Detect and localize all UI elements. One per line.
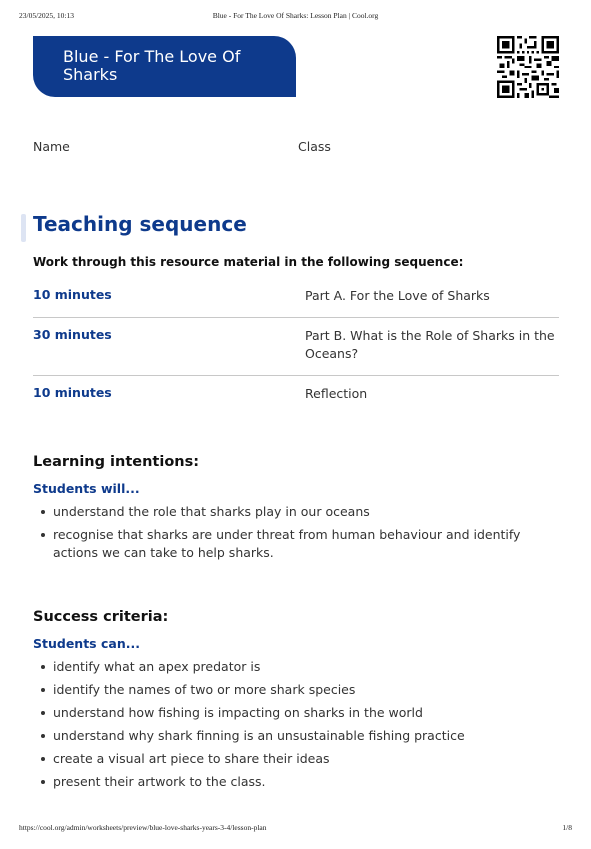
teaching-sequence-heading: Teaching sequence xyxy=(33,212,247,236)
learning-intentions-label: Students will... xyxy=(33,481,140,496)
sequence-duration: 30 minutes xyxy=(33,327,112,342)
print-url: https://cool.org/admin/worksheets/preview/blue-love-sharks-years-3-4/lesson-plan xyxy=(19,823,267,832)
print-footer xyxy=(19,823,572,835)
list-item: understand how fishing is impacting on sharks in the world xyxy=(40,704,555,722)
sequence-duration: 10 minutes xyxy=(33,287,112,302)
sequence-part: Reflection xyxy=(305,386,368,401)
print-header xyxy=(19,11,572,23)
list-item: create a visual art piece to share their ideas xyxy=(40,750,555,768)
sequence-row xyxy=(33,278,559,318)
list-item: identify the names of two or more shark species xyxy=(40,681,555,699)
document-title-banner xyxy=(33,36,296,97)
list-item: identify what an apex predator is xyxy=(40,658,555,676)
page-number: 1/8 xyxy=(562,823,572,832)
print-page-title: Blue - For The Love Of Sharks: Lesson Plan | Cool.org xyxy=(212,11,379,20)
print-date: 23/05/2025, 10:13 xyxy=(19,11,75,20)
sequence-part: Part A. For the Love of Sharks xyxy=(305,288,490,303)
sequence-table xyxy=(33,278,559,415)
name-field-label: Name xyxy=(33,139,70,154)
success-criteria-label: Students can... xyxy=(33,636,140,651)
sequence-part: Part B. What is the Role of Sharks in the Oceans? xyxy=(305,328,555,361)
list-item: understand the role that sharks play in our oceans xyxy=(40,503,555,521)
sequence-duration: 10 minutes xyxy=(33,385,112,400)
teaching-sequence-intro: Work through this resource material in the following sequence: xyxy=(33,255,464,269)
class-field-label: Class xyxy=(298,139,331,154)
success-criteria-list xyxy=(40,658,555,796)
success-criteria-heading: Success criteria: xyxy=(33,609,169,625)
learning-intentions-list xyxy=(40,503,555,567)
list-item: understand why shark finning is an unsustainable fishing practice xyxy=(40,727,555,745)
sequence-row xyxy=(33,376,559,415)
list-item: present their artwork to the class. xyxy=(40,773,555,791)
list-item: recognise that sharks are under threat from human behaviour and identify actions we can take to help sharks. xyxy=(40,526,555,562)
learning-intentions-heading: Learning intentions: xyxy=(33,454,200,470)
section-accent-bar xyxy=(21,214,26,242)
qr-code-icon xyxy=(497,36,559,98)
sequence-row xyxy=(33,318,559,376)
document-title: Blue - For The Love Of Sharks xyxy=(63,47,241,84)
